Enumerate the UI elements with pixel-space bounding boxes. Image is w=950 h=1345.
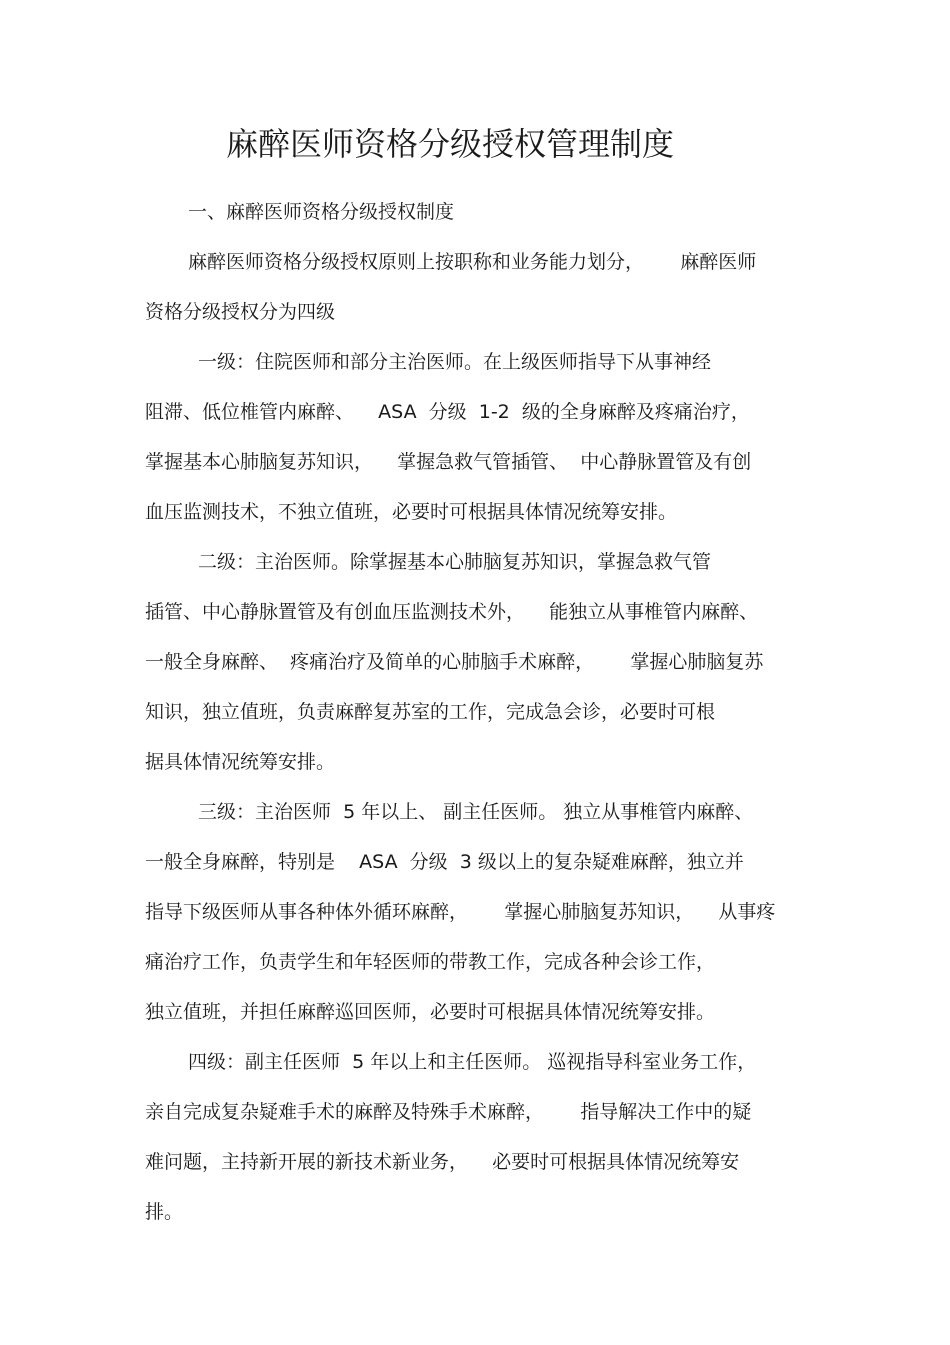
paragraph-line: 一般全身麻醉，特别是 ASA 分级 3 级以上的复杂疑难麻醉，独立并 bbox=[145, 851, 744, 873]
paragraph-line: 排。 bbox=[145, 1201, 184, 1223]
paragraph-line: 三级：主治医师 5 年以上、 副主任医师。 独立从事椎管内麻醉、 bbox=[198, 801, 754, 823]
paragraph-line: 痛治疗工作，负责学生和年轻医师的带教工作，完成各种会诊工作， bbox=[145, 951, 716, 973]
paragraph-line: 阻滞、低位椎管内麻醉、 ASA 分级 1-2 级的全身麻醉及疼痛治疗， bbox=[145, 401, 750, 423]
paragraph-line: 掌握基本心肺脑复苏知识， 掌握急救气管插管、 中心静脉置管及有创 bbox=[145, 451, 752, 473]
paragraph-line: 难问题，主持新开展的新技术新业务， 必要时可根据具体情况统筹安 bbox=[145, 1151, 740, 1173]
paragraph-line: 插管、中心静脉置管及有创血压监测技术外， 能独立从事椎管内麻醉、 bbox=[145, 601, 759, 623]
paragraph-line: 一般全身麻醉、 疼痛治疗及简单的心肺脑手术麻醉， 掌握心肺脑复苏 bbox=[145, 651, 764, 673]
paragraph-line: 血压监测技术，不独立值班，必要时可根据具体情况统筹安排。 bbox=[145, 501, 678, 523]
paragraph-line: 独立值班，并担任麻醉巡回医师，必要时可根据具体情况统筹安排。 bbox=[145, 1001, 716, 1023]
paragraph-line: 资格分级授权分为四级 bbox=[145, 301, 336, 323]
paragraph-line: 四级：副主任医师 5 年以上和主任医师。 巡视指导科室业务工作， bbox=[188, 1051, 757, 1073]
paragraph-line: 据具体情况统筹安排。 bbox=[145, 751, 336, 773]
paragraph-line: 知识，独立值班，负责麻醉复苏室的工作，完成急会诊，必要时可根 bbox=[145, 701, 716, 723]
paragraph-line: 亲自完成复杂疑难手术的麻醉及特殊手术麻醉， 指导解决工作中的疑 bbox=[145, 1101, 752, 1123]
section-heading: 一、麻醉医师资格分级授权制度 bbox=[188, 201, 455, 223]
paragraph-line: 指导下级医师从事各种体外循环麻醉， 掌握心肺脑复苏知识， 从事疼 bbox=[145, 901, 776, 923]
paragraph-line: 麻醉医师资格分级授权原则上按职称和业务能力划分， 麻醉医师 bbox=[188, 251, 757, 273]
paragraph-line: 一级：住院医师和部分主治医师。在上级医师指导下从事神经 bbox=[198, 351, 712, 373]
paragraph-line: 二级：主治医师。除掌握基本心肺脑复苏知识，掌握急救气管 bbox=[198, 551, 712, 573]
document-title: 麻醉医师资格分级授权管理制度 bbox=[225, 125, 674, 163]
